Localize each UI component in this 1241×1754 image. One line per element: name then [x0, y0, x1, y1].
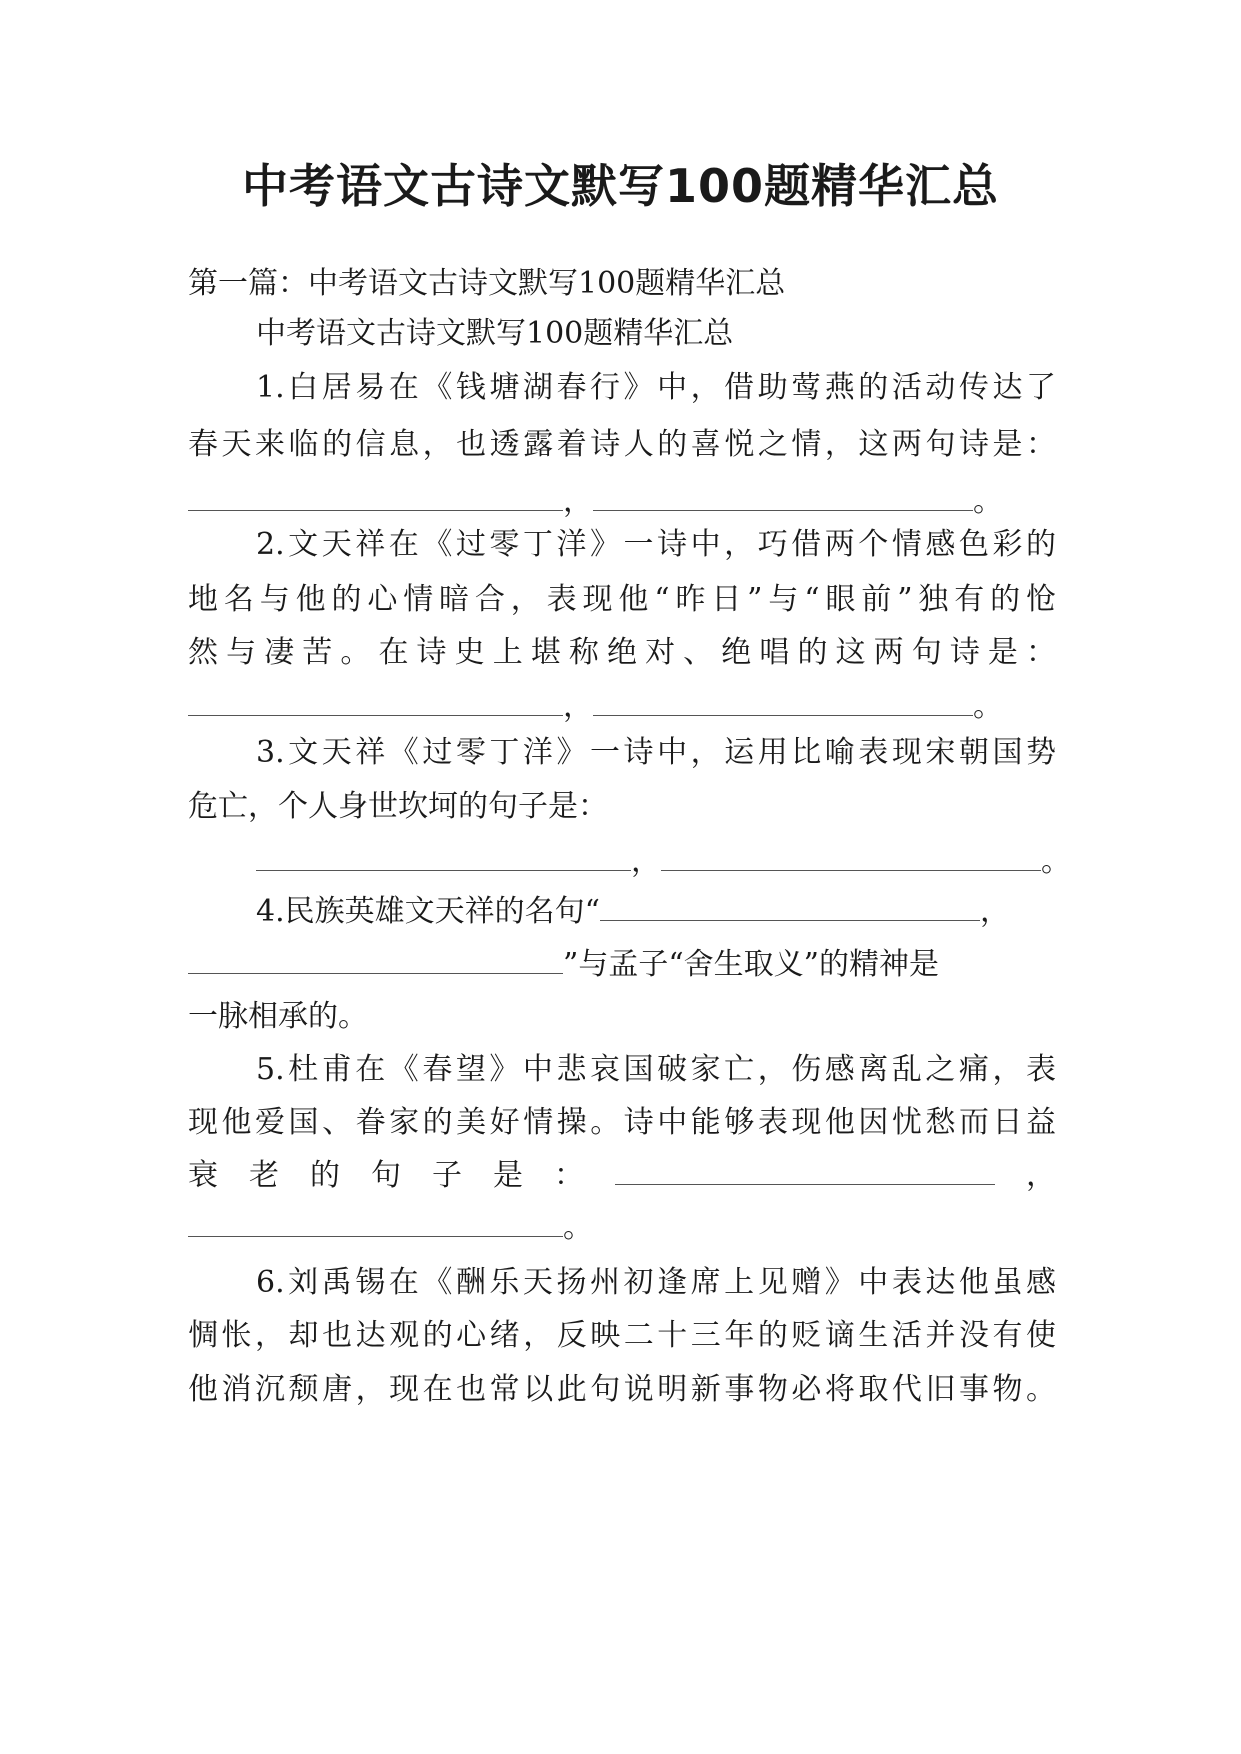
- q2-line-2: 地名与他的心情暗合，表现他“昨日”与“眼前”独有的怆: [188, 582, 1056, 617]
- answer-blank[interactable]: [615, 1158, 995, 1185]
- answer-blank[interactable]: [188, 1210, 563, 1237]
- q2-line-1: 2.文天祥在《过零丁洋》一诗中，巧借两个情感色彩的: [256, 527, 1056, 562]
- q5-line-3: 衰 老 的 句 子 是 ： ，: [188, 1158, 1056, 1193]
- section-heading: 第一篇：中考语文古诗文默写100题精华汇总: [188, 266, 786, 301]
- q4-line-2: ”与孟子“舍生取义”的精神是: [188, 945, 1056, 985]
- q6-line-1: 6.刘禹锡在《酬乐天扬州初逢席上见赠》中表达他虽感: [256, 1265, 1056, 1300]
- q3-line-1: 3.文天祥《过零丁洋》一诗中，运用比喻表现宋朝国势: [256, 735, 1056, 770]
- q5-answer-line: 。: [188, 1208, 1056, 1248]
- q4-line-1: 4.民族英雄文天祥的名句“ ，: [256, 894, 1010, 929]
- answer-blank[interactable]: [256, 844, 631, 871]
- q2-answer-line: ， 。: [188, 687, 1056, 727]
- q5-line-1: 5.杜甫在《春望》中悲哀国破家亡，伤感离乱之痛，表: [256, 1052, 1056, 1087]
- q4-line-3: 一脉相承的。: [188, 999, 368, 1034]
- q3-line-2: 危亡，个人身世坎坷的句子是：: [188, 789, 608, 824]
- q6-line-3: 他消沉颓唐，现在也常以此句说明新事物必将取代旧事物。: [188, 1372, 1056, 1407]
- subheading: 中考语文古诗文默写100题精华汇总: [256, 316, 734, 351]
- q6-line-2: 惆怅，却也达观的心绪，反映二十三年的贬谪生活并没有使: [188, 1318, 1056, 1353]
- document-title: 中考语文古诗文默写100题精华汇总: [241, 159, 1000, 213]
- answer-blank[interactable]: [661, 844, 1041, 871]
- q2-line-3: 然与凄苦。在诗史上堪称绝对、绝唱的这两句诗是：: [188, 635, 1056, 670]
- q5-line-2: 现他爱国、眷家的美好情操。诗中能够表现他因忧愁而日益: [188, 1105, 1056, 1140]
- q1-answer-line: ， 。: [188, 482, 1056, 522]
- q1-line-1: 1.白居易在《钱塘湖春行》中，借助莺燕的活动传达了: [256, 370, 1056, 405]
- q1-line-2: 春天来临的信息，也透露着诗人的喜悦之情，这两句诗是：: [188, 427, 1056, 462]
- answer-blank[interactable]: [593, 689, 973, 716]
- answer-blank[interactable]: [593, 484, 973, 511]
- answer-blank[interactable]: [600, 894, 980, 921]
- q3-answer-line: ， 。: [256, 842, 1056, 882]
- answer-blank[interactable]: [188, 689, 563, 716]
- answer-blank[interactable]: [188, 484, 563, 511]
- answer-blank[interactable]: [188, 947, 563, 974]
